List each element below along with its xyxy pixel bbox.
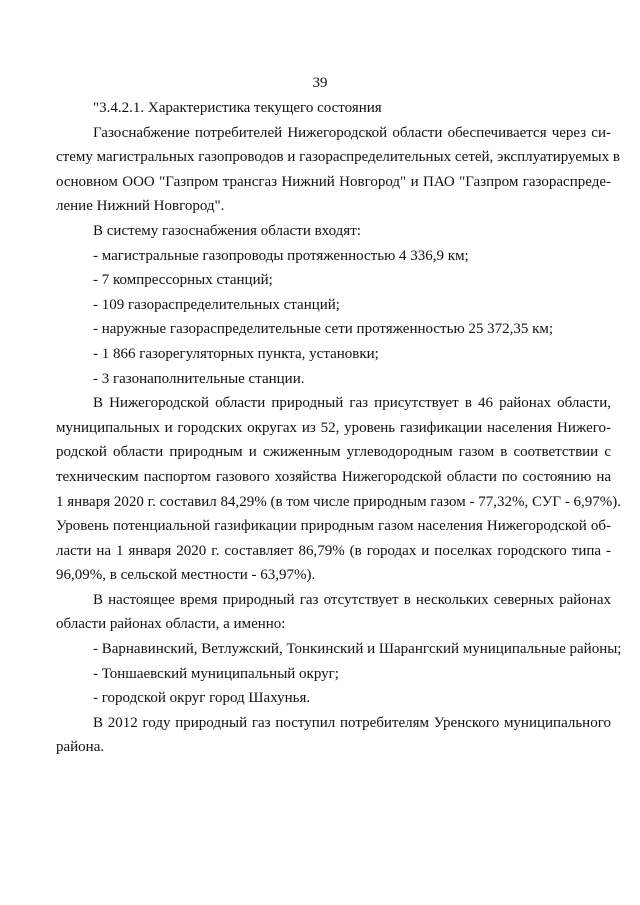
list-item: - наружные газораспределительные сети протяженностью 25 372,35 км; — [93, 321, 554, 338]
text-line: стему магистральных газопроводов и газораспределительных сетей, эксплуатируемых в — [56, 149, 620, 166]
districts-list — [93, 637, 622, 711]
infrastructure-list — [93, 244, 611, 392]
text-line: района. — [56, 739, 105, 756]
list-item: - 7 компрессорных станций; — [93, 272, 273, 289]
paragraph-urensky-2012 — [56, 711, 611, 760]
paragraph-system-intro: В систему газоснабжения области входят: — [93, 222, 361, 239]
text-line: муниципальных и городских округах из 52, уровень газификации населения Нижего- — [56, 419, 611, 436]
text-line: области районах области, а именно: — [56, 616, 286, 633]
paragraph-no-gas-districts — [56, 588, 611, 637]
paragraph-gasification-level — [56, 391, 622, 588]
text-line: 96,09%, в сельской местности - 63,97%). — [56, 567, 316, 584]
document-body — [56, 96, 622, 760]
text-line: техническим паспортом газового хозяйства Нижегородской области по состоянию на — [56, 468, 611, 485]
list-item: - 1 866 газорегуляторных пункта, установки; — [93, 345, 379, 362]
text-line: Газоснабжение потребителей Нижегородской области обеспечивается через си- — [93, 124, 611, 141]
page-number: 39 — [312, 75, 328, 91]
text-line: В 2012 году природный газ поступил потребителям Уренского муниципального — [93, 714, 611, 731]
text-line: ласти на 1 января 2020 г. составляет 86,79% (в городах и поселках городского типа - — [56, 542, 611, 559]
section-heading: "3.4.2.1. Характеристика текущего состояния — [93, 100, 382, 116]
list-item: - Варнавинский, Ветлужский, Тонкинский и Шарангский муниципальные районы; — [93, 641, 622, 658]
text-line: родской области природным и сжиженным углеводородным газом в соответствии с — [56, 444, 611, 461]
list-item: - Тоншаевский муниципальный округ; — [93, 665, 339, 682]
text-line: ление Нижний Новгород". — [56, 198, 225, 215]
text-line: В Нижегородской области природный газ присутствует в 46 районах области, — [93, 395, 611, 412]
text-line: основном ООО "Газпром трансгаз Нижний Новгород" и ПАО "Газпром газораспреде- — [56, 173, 611, 190]
text-line: Уровень потенциальной газификации природным газом населения Нижегородской об- — [56, 518, 611, 535]
list-item: - 109 газораспределительных станций; — [93, 296, 340, 313]
list-item: - 3 газонаполнительные станции. — [93, 370, 305, 387]
list-item: - городской округ город Шахунья. — [93, 690, 311, 707]
text-line: 1 января 2020 г. составил 84,29% (в том числе природным газом - 77,32%, СУГ - 6,97%). — [56, 493, 622, 510]
paragraph-gas-supply — [56, 121, 620, 219]
text-line: В настоящее время природный газ отсутствует в нескольких северных районах — [93, 591, 611, 608]
list-item: - магистральные газопроводы протяженностью 4 336,9 км; — [93, 247, 469, 264]
